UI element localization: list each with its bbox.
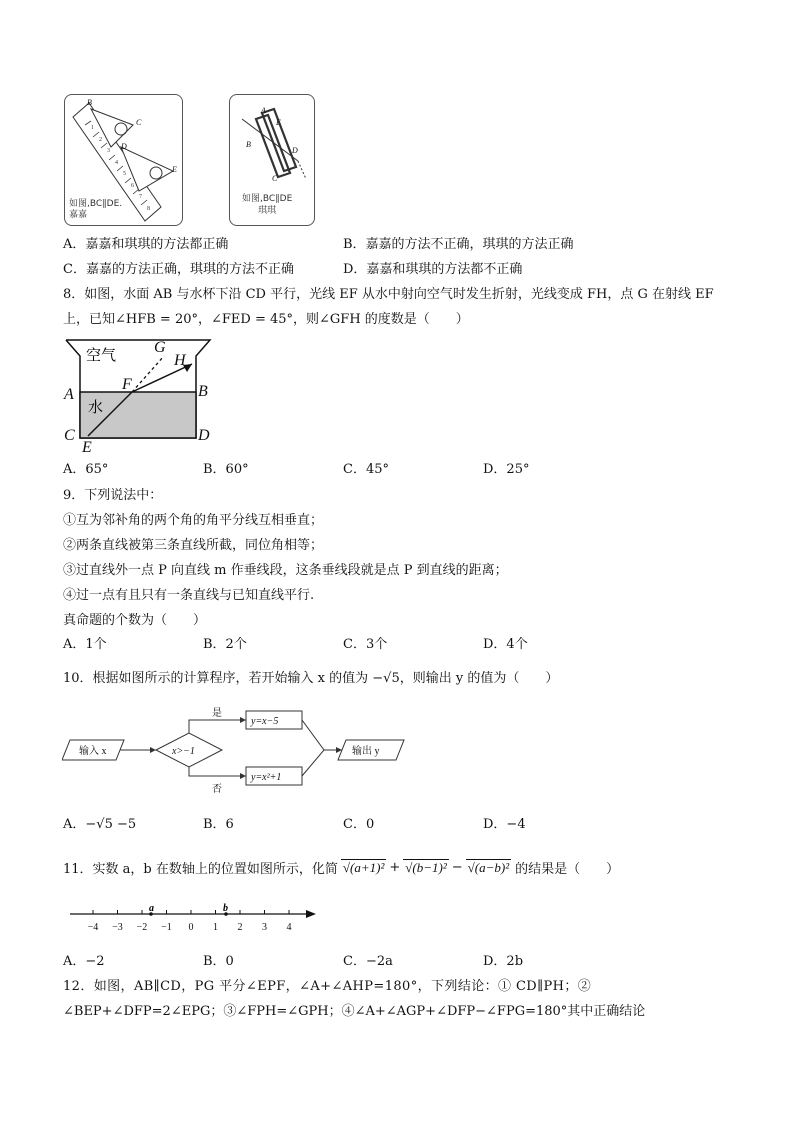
axis-tick-label: −2 xyxy=(136,922,148,932)
axis-tick-label: −1 xyxy=(161,922,172,932)
q9-item-2: ②两条直线被第三条直线所截，同位角相等； xyxy=(63,538,324,553)
label-C: C xyxy=(136,118,142,127)
label-A: A xyxy=(64,386,74,403)
q9-option-b: B．2个 xyxy=(203,637,247,652)
label-E: E xyxy=(82,439,92,454)
label-F: F xyxy=(122,376,132,393)
q8-option-a: A．65° xyxy=(63,462,109,477)
axis-tick-label: 3 xyxy=(262,922,267,932)
q7-option-c: C．嘉嘉的方法正确，琪琪的方法不正确 xyxy=(63,262,294,277)
fig7-right-frame xyxy=(229,94,315,226)
q12-stem-line2: ∠BEP+∠DFP=2∠EPG；③∠FPH=∠GPH；④∠A+∠AGP+∠DFP−∠FPG=180°其中正确结论 xyxy=(63,1004,646,1019)
label-B: B xyxy=(198,383,208,400)
q7-option-a: A．嘉嘉和琪琪的方法都正确 xyxy=(63,237,229,252)
q9-stem: 9．下列说法中： xyxy=(63,488,163,503)
q9-option-d: D．4个 xyxy=(483,637,528,652)
fig7-right-caption: 如图,BC∥DE xyxy=(242,194,293,204)
q9-item-3: ③过直线外一点 P 向直线 m 作垂线段，这条垂线段就是点 P 到直线的距离； xyxy=(63,563,508,578)
point-a-label: a xyxy=(149,903,154,914)
radical-1: √(a+1)² xyxy=(342,859,385,875)
svg-text:2: 2 xyxy=(99,137,102,143)
fig7-left-name: 嘉嘉 xyxy=(69,210,88,220)
q10-option-c: C．0 xyxy=(343,817,375,832)
q9-question: 真命题的个数为（ ） xyxy=(63,613,207,628)
label-E: E xyxy=(276,118,281,127)
label-D: D xyxy=(292,146,298,155)
label-A: A xyxy=(261,106,266,115)
label-D: D xyxy=(121,142,127,151)
q8-option-d: D．25° xyxy=(483,462,530,477)
axis-tick-label: 2 xyxy=(237,922,243,932)
q11-option-a: A．−2 xyxy=(63,954,105,969)
q11-stem-text-a: 11．实数 a，b 在数轴上的位置如图所示，化简 xyxy=(63,861,338,877)
label-C: C xyxy=(64,427,75,444)
axis-tick-label: −3 xyxy=(112,922,123,932)
label-D: D xyxy=(198,427,210,444)
axis-tick-label: −4 xyxy=(87,922,99,932)
air-label: 空气 xyxy=(86,348,117,364)
q8-stem-line1: 8．如图，水面 AB 与水杯下沿 CD 平行，光线 EF 从水中射向空气时发生折射，光线变成 FH，点 G 在射线 EF xyxy=(63,287,714,302)
flow-condition-text: x>−1 xyxy=(172,746,195,757)
svg-text:6: 6 xyxy=(131,183,134,189)
q8-option-b: B．60° xyxy=(203,462,249,477)
q9-option-c: C．3个 xyxy=(343,637,388,652)
q8-option-c: C．45° xyxy=(343,462,389,477)
q9-option-a: A．1个 xyxy=(63,637,107,652)
label-G: G xyxy=(154,339,166,356)
flow-top-box-text: y=x−5 xyxy=(251,716,279,727)
water-label: 水 xyxy=(88,400,104,416)
label-B: B xyxy=(87,98,92,107)
q7-option-b: B．嘉嘉的方法不正确，琪琪的方法正确 xyxy=(343,237,574,252)
q10-option-b: B．6 xyxy=(203,817,234,832)
label-B: B xyxy=(246,140,251,149)
fig7-left-caption: 如图,BC∥DE. xyxy=(69,199,123,209)
svg-text:8: 8 xyxy=(147,206,150,212)
axis-tick-label: 4 xyxy=(286,922,292,932)
water-cup-figure xyxy=(60,336,220,454)
q10-option-a: A．−√5 −5 xyxy=(63,817,137,832)
svg-text:5: 5 xyxy=(123,171,126,177)
label-C: C xyxy=(272,174,278,183)
q11-option-d: D．2b xyxy=(483,954,524,969)
axis-tick-label: 1 xyxy=(213,922,218,932)
flowchart-figure xyxy=(62,702,412,798)
q12-stem-line1: 12．如图，AB∥CD，PG 平分∠EPF，∠A+∠AHP=180°，下列结论：① CD∥PH；② xyxy=(63,979,592,994)
q11-stem-text-b: 的结果是（ ） xyxy=(515,861,620,877)
svg-text:1: 1 xyxy=(91,125,94,131)
radical-3: √(a−b)² xyxy=(467,859,510,875)
radical-2: √(b−1)² xyxy=(405,859,447,875)
q11-option-c: C．−2a xyxy=(343,954,393,969)
q8-stem-line2: 上，已知∠HFB = 20°，∠FED = 45°，则∠GFH 的度数是（ ） xyxy=(63,312,469,327)
flow-output-text: 输出 y xyxy=(352,746,380,757)
svg-text:7: 7 xyxy=(139,194,142,200)
svg-text:4: 4 xyxy=(115,160,118,166)
q10-stem: 10．根据如图所示的计算程序，若开始输入 x 的值为 −√5，则输出 y 的值为（ ） xyxy=(63,671,559,686)
label-E: E xyxy=(172,165,177,174)
q10-option-d: D．−4 xyxy=(483,817,526,832)
fig7-right-name: 琪琪 xyxy=(258,206,277,216)
svg-text:3: 3 xyxy=(107,148,110,154)
fig7-left-frame xyxy=(64,94,183,226)
q11-stem: 11．实数 a，b 在数轴上的位置如图所示，化简 √(a+1)² + √(b−1)² − √(a−b)² 的结果是（ ） xyxy=(63,859,620,877)
q9-item-4: ④过一点有且只有一条直线与已知直线平行. xyxy=(63,588,315,603)
q9-item-1: ①互为邻补角的两个角的角平分线互相垂直； xyxy=(63,513,324,528)
q7-option-d: D．嘉嘉和琪琪的方法都不正确 xyxy=(343,262,523,277)
label-H: H xyxy=(174,352,186,369)
flow-input-text: 输入 x xyxy=(79,746,107,757)
flow-bottom-box-text: y=x²+1 xyxy=(251,772,282,783)
point-b-label: b xyxy=(223,903,228,914)
number-line-figure xyxy=(66,902,322,932)
flow-yes-label: 是 xyxy=(212,708,222,719)
axis-tick-label: 0 xyxy=(188,922,194,932)
q11-option-b: B．0 xyxy=(203,954,234,969)
flow-no-label: 否 xyxy=(212,784,222,795)
